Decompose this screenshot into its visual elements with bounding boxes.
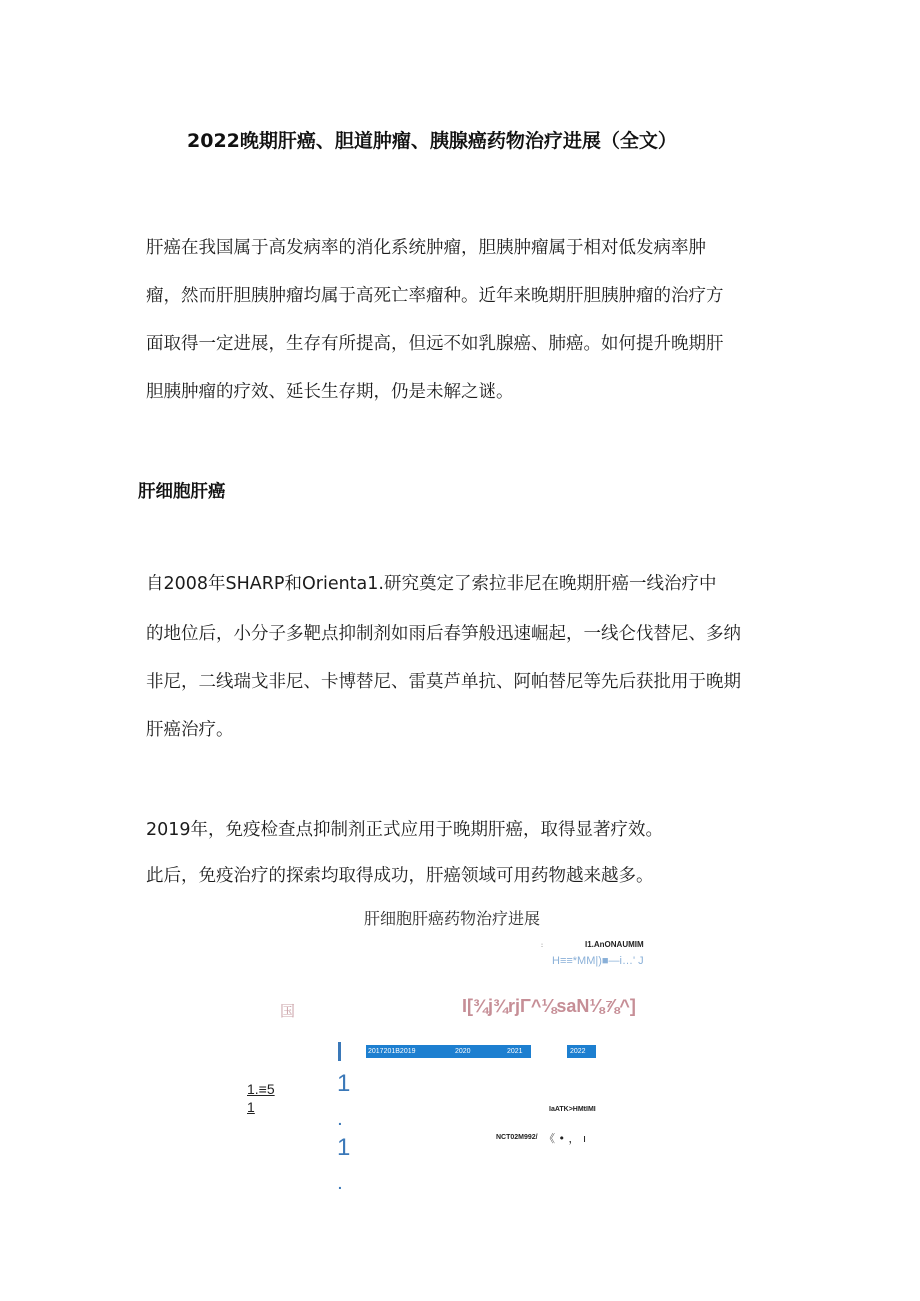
timeline-year: 2022 xyxy=(570,1048,586,1055)
paragraph-line: 自2008年SHARP和Orienta1.研究奠定了索拉非尼在晚期肝癌一线治疗中 xyxy=(146,574,717,594)
timeline-marker-dot: . xyxy=(338,1112,342,1128)
timeline-year: 2020 xyxy=(455,1048,471,1055)
intro-line: 面取得一定进展，生存有所提高，但远不如乳腺癌、肺癌。如何提升晚期肝 xyxy=(146,334,724,354)
figure-mark: : xyxy=(541,942,544,949)
figure-label: NCT02M992/ xyxy=(496,1134,538,1141)
paragraph-line: 的地位后，小分子多靶点抑制剂如雨后春笋般迅速崛起，一线仑伐替尼、多纳 xyxy=(146,624,741,644)
section-heading: 肝细胞肝癌 xyxy=(138,482,226,502)
paragraph-line: 此后，免疫治疗的探索均取得成功，肝癌领域可用药物越来越多。 xyxy=(146,866,654,886)
timeline-marker: 1 xyxy=(337,1134,351,1161)
figure-label: H≡≡*MM|)■—i…' J xyxy=(552,955,644,967)
timeline-axis-line xyxy=(338,1042,341,1061)
intro-line: 瘤，然而肝胆胰肿瘤均属于高死亡率瘤种。近年来晚期肝胆胰肿瘤的治疗方 xyxy=(146,286,724,306)
figure-title: 肝细胞肝癌药物治疗进展 xyxy=(364,909,541,928)
document-title: 2022晚期肝癌、胆道肿瘤、胰腺癌药物治疗进展（全文） xyxy=(187,130,677,152)
figure-glyph: 国 xyxy=(280,1002,296,1020)
timeline-marker: 1 xyxy=(337,1070,351,1097)
timeline-year-bar xyxy=(567,1045,596,1058)
paragraph-line: 肝癌治疗。 xyxy=(146,720,234,740)
paragraph-line: 2019年，免疫检查点抑制剂正式应用于晚期肝癌，取得显著疗效。 xyxy=(146,820,664,840)
paragraph-line: 非尼，二线瑞戈非尼、卡博替尼、雷莫芦单抗、阿帕替尼等先后获批用于晚期 xyxy=(146,672,741,692)
figure-label: 《 • ， ı xyxy=(544,1132,587,1145)
timeline-year-bar xyxy=(366,1045,531,1058)
figure-side-note: 1.≡5 1 xyxy=(247,1081,275,1115)
timeline-year: 2021 xyxy=(507,1048,523,1055)
figure-label: I1.AnONAUMIM xyxy=(585,940,644,949)
figure-label: IaATK>HMtIMI xyxy=(549,1106,596,1113)
timeline-marker-dot: . xyxy=(338,1176,342,1192)
intro-line: 胆胰肿瘤的疗效、延长生存期，仍是未解之谜。 xyxy=(146,382,514,402)
intro-line: 肝癌在我国属于高发病率的消化系统肿瘤，胆胰肿瘤属于相对低发病率肿 xyxy=(146,238,706,258)
figure-heading: I[¾j¾rjΓ^⅛saN⅛⅞^] xyxy=(462,996,636,1016)
timeline-years: 2017201B2019 xyxy=(368,1048,416,1055)
